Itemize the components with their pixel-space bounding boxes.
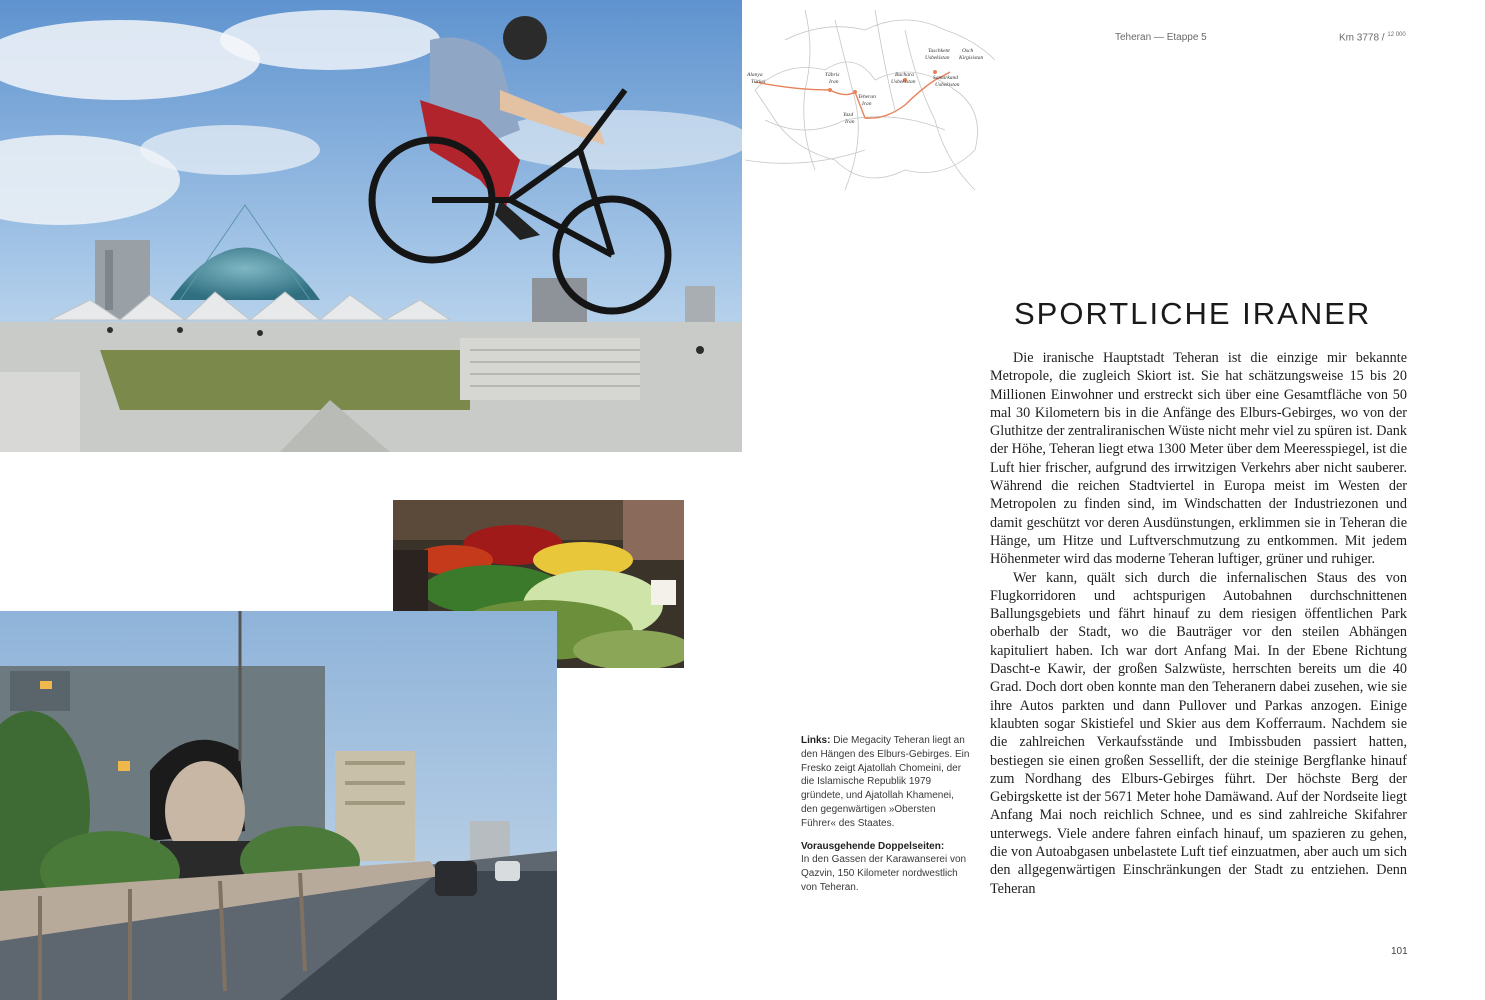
map-point-teheran	[853, 90, 857, 94]
map-label-tuerkei: Türkei	[751, 79, 766, 85]
bmx-photo-illustration	[0, 0, 742, 452]
map-label-buchara: Buchara	[895, 72, 914, 78]
article-title: SPORTLICHE IRANER	[1014, 296, 1372, 331]
caption-left-label: Links:	[801, 735, 831, 746]
photo-bmx-rider	[0, 0, 742, 452]
street-photo-illustration	[0, 611, 557, 1000]
map-label-yazd: Yazd	[843, 112, 854, 118]
map-label-usbekistan-2: Usbekistan	[925, 55, 950, 61]
map-label-kirgisistan: Kirgisistan	[959, 55, 984, 61]
photo-street-fresco	[0, 611, 557, 1000]
km-current: Km 3778 /	[1339, 32, 1385, 44]
map-label-taschkent: Taschkent	[928, 48, 950, 54]
caption-previous-text: In den Gassen der Karawanserei von Qazvin, 150 Kilometer nordwestlich von Teheran.	[801, 854, 967, 893]
caption-left-text: Die Megacity Teheran liegt an den Hängen des Elburs-Gebirges. Ein Fresko zeigt Ajatollah Chomeini, der die Islamische Republik 1979 gründete, und Ajatollah Khamenei, den gegenwärtigen »Obersten Führer« des Staates.	[801, 735, 970, 829]
map-label-alanya: Alanya	[747, 72, 763, 78]
map-label-usbekistan-1: Usbekistan	[891, 79, 916, 85]
route-map-illustration	[745, 0, 1005, 200]
map-point-samarkand	[933, 70, 937, 74]
km-total: 12 000	[1387, 32, 1406, 38]
article-body	[990, 349, 1407, 898]
running-head-km	[1339, 32, 1406, 43]
running-head-stage: Teheran — Etappe 5	[1115, 32, 1207, 43]
map-label-iran-2: Iran	[862, 101, 872, 107]
photo-captions	[801, 734, 971, 904]
page-number: 101	[1391, 946, 1408, 957]
map-label-iran-1: Iran	[829, 79, 839, 85]
map-label-samarkand: Samarkand	[933, 75, 959, 81]
route-map	[745, 0, 1005, 200]
map-label-usbekistan-3: Usbekistan	[935, 82, 960, 88]
caption-left	[801, 734, 971, 831]
map-label-taebris: Täbris	[825, 72, 840, 78]
map-label-iran-3: Iran	[845, 119, 855, 125]
caption-previous-label: Vorausgehende Doppelseiten:	[801, 840, 945, 852]
map-label-osch: Osch	[962, 48, 974, 54]
map-label-teheran: Teheran	[858, 94, 876, 100]
article-paragraph-2: Wer kann, quält sich durch die infernalischen Staus des von Flugkorridoren und achtspurigen Autobahnen durchschnittenen Ballungsgebiets und fährt hinauf zu dem riesigen öffentlichen Park oberhalb der Stadt, wo die Bauträger vor den steilen Abhängen kapituliert haben. Ich war dort Anfang Mai. In der Ebene Richtung Dascht-e Kawir, der großen Salzwüste, herrschten bereits um die 40 Grad. Doch dort oben konnte man den Teheranern dabei zusehen, wie sie ihre Autos parkten und dann Pullover und Parkas anzogen. Einige klaubten sogar Skistiefel und Skier aus dem Kofferraum. Nachdem sie die zahlreichen Verkaufsstände und Imbissbuden passiert hatten, bestiegen sie einen großen Sessellift, der die steinige Bergflanke hinauf zum Nordhang des Elburs-Gebirges führt. Der höchste Berg der Gebirgskette ist der 5671 Meter hohe Damäwand. Auf der Nordseite liegt Anfang Mai noch reichlich Schnee, und es sind zahlreiche Skifahrer unterwegs. Viele andere fahren einfach hinauf, um spazieren zu gehen, die von Autoabgasen unbelastete Luft tief einzuatmen, aber auch um sich den allgegenwärtigen Einschränkungen der Stadt zu entziehen. Denn Teheran	[990, 569, 1407, 897]
article-paragraph-1: Die iranische Hauptstadt Teheran ist die einzige mir bekannte Metropole, die zugleich Skiort ist. Sie hat schätzungsweise 15 bis 20 Millionen Einwohner und erstreckt sich über eine Gesamtfläche von 50 mal 30 Kilometern bis in die Anfänge des Elburs-Gebirges, wo von der Gluthitze der zentraliranischen Wüste nicht mehr viel zu spüren ist. Dank der Höhe, Teheran liegt etwa 1300 Meter über dem Meeresspiegel, ist die Luft hier frischer, aufgrund des irrwitzigen Verkehrs aber nicht sauberer. Während die reichen Stadtviertel in Europa meist im Westen der Metropolen zu finden sind, im Windschatten der Industriezonen und damit geschützt vor deren Ausdünstungen, erklimmen sie in Teheran die Hänge, um Hitze und Luftverschmutzung zu entkommen. Mit jedem Höhenmeter wird das moderne Teheran luftiger, grüner und ruhiger.	[990, 350, 1407, 568]
map-point-taebris	[828, 88, 832, 92]
caption-previous-spread	[801, 840, 971, 895]
